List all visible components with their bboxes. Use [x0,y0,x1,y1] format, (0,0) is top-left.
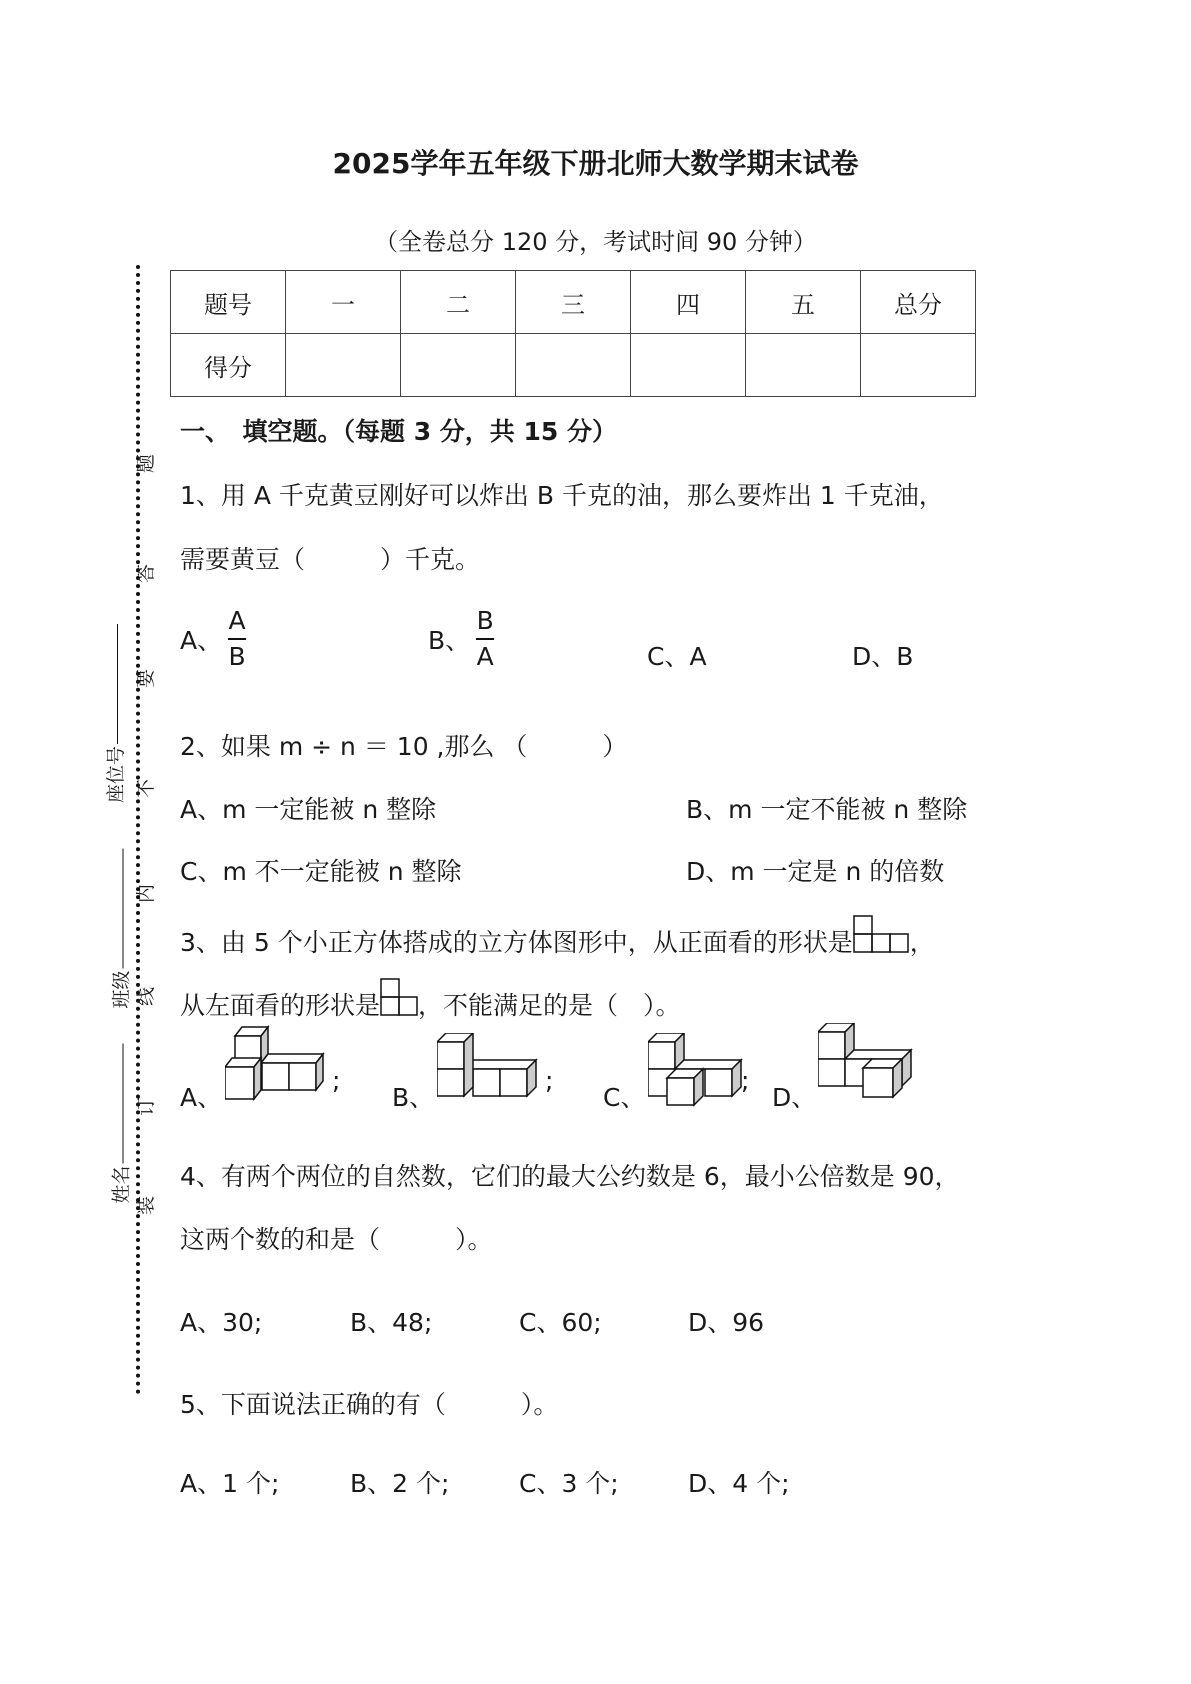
question-3-line-1 [180,915,935,959]
q1-option-a[interactable] [180,604,246,674]
exam-info: （全卷总分 120 分，考试时间 90 分钟） [374,228,817,256]
score-cell[interactable] [286,334,401,397]
q4-option-a[interactable]: A、30; [180,1308,263,1337]
separator: ; [545,1066,554,1095]
question-2-line-1: 2、如果 m ÷ n ＝ 10 ,那么 （ ） [180,732,628,761]
q3-option-a[interactable]: A、 [180,1083,223,1112]
cube-figure-a-icon[interactable] [225,1023,330,1103]
score-cell[interactable] [516,334,631,397]
q3-option-d[interactable]: D、 [772,1083,817,1112]
seal-char: 装 [135,1195,158,1216]
table-header: 总分 [861,271,976,334]
row-label: 得分 [171,334,286,397]
seal-char: 要 [135,668,158,689]
left-view-shape-icon [380,978,418,1022]
cube-figure-d-icon[interactable] [818,1023,913,1103]
q2-option-d[interactable]: D、m 一定是 n 的倍数 [686,857,945,886]
question-3-line-2 [180,978,681,1022]
numerator: B [476,606,494,635]
score-cell[interactable] [861,334,976,397]
q4-option-c[interactable]: C、60; [519,1308,602,1337]
score-table [170,270,976,397]
seal-char: 订 [135,1096,158,1117]
binding-dotted-line [136,265,140,1395]
numerator: A [228,606,246,635]
q3-option-b[interactable]: B、 [392,1083,435,1112]
q1-option-d[interactable]: D、B [852,642,914,671]
name-blank[interactable] [121,1043,123,1163]
class-field[interactable] [107,848,134,1008]
q5-option-b[interactable]: B、2 个; [350,1469,450,1498]
q2-option-b[interactable]: B、m 一定不能被 n 整除 [686,795,968,824]
option-label: A、 [180,626,223,655]
table-header: 五 [746,271,861,334]
denominator: A [476,642,494,671]
q5-option-d[interactable]: D、4 个; [688,1469,790,1498]
q3-option-c[interactable]: C、 [603,1083,646,1112]
class-label: 班级 [110,970,133,1009]
class-blank[interactable] [121,848,123,968]
q2-option-c[interactable]: C、m 不一定能被 n 整除 [180,857,462,886]
fraction-a-over-b [228,604,246,674]
question-text: ， [909,928,935,957]
seal-char: 内 [135,883,158,904]
q1-option-b[interactable] [428,604,494,674]
page-title: 2025学年五年级下册北师大数学期末试卷 [332,147,859,180]
name-field[interactable] [107,1043,134,1203]
question-1-line-2: 需要黄豆（ ）千克。 [180,545,481,574]
cube-figure-c-icon[interactable] [648,1033,743,1113]
table-row [171,334,976,397]
q2-option-a[interactable]: A、m 一定能被 n 整除 [180,795,437,824]
separator: ; [741,1066,750,1095]
question-text: ，不能满足的是（ ）。 [418,991,681,1020]
question-4-line-1: 4、有两个两位的自然数，它们的最大公约数是 6，最小公倍数是 90， [180,1162,960,1191]
table-header: 三 [516,271,631,334]
q5-option-a[interactable]: A、1 个; [180,1469,280,1498]
table-header-row [171,271,976,334]
question-1-line-1: 1、用 A 千克黄豆刚好可以炸出 B 千克的油，那么要炸出 1 千克油， [180,481,944,510]
seal-char: 题 [135,453,158,474]
denominator: B [228,642,246,671]
table-header: 二 [401,271,516,334]
fraction-b-over-a [476,604,494,674]
seat-number-blank[interactable] [116,624,118,744]
separator: ; [332,1066,341,1095]
table-header: 一 [286,271,401,334]
question-text: 3、由 5 个小正方体搭成的立方体图形中，从正面看的形状是 [180,928,853,957]
option-label: B、 [428,626,471,655]
seal-char: 线 [135,986,158,1007]
table-header: 四 [631,271,746,334]
score-cell[interactable] [401,334,516,397]
q5-option-c[interactable]: C、3 个; [519,1469,619,1498]
q4-option-d[interactable]: D、96 [688,1308,765,1337]
question-4-line-2: 这两个数的和是（ ）。 [180,1225,493,1254]
seal-char: 不 [135,778,158,799]
seal-char: 答 [135,563,158,584]
q1-option-c[interactable]: C、A [647,642,707,671]
cube-figure-b-icon[interactable] [437,1033,542,1105]
front-view-shape-icon [853,915,910,959]
score-cell[interactable] [631,334,746,397]
seat-number-field[interactable] [101,624,128,803]
question-5-line-1: 5、下面说法正确的有（ ）。 [180,1390,559,1419]
table-header: 题号 [171,271,286,334]
section-heading: 一、 填空题。（每题 3 分，共 15 分） [180,417,618,446]
q4-option-b[interactable]: B、48; [350,1308,433,1337]
seat-number-label: 座位号 [105,745,128,804]
score-cell[interactable] [746,334,861,397]
question-text: 从左面看的形状是 [180,991,381,1020]
name-label: 姓名 [110,1165,133,1204]
